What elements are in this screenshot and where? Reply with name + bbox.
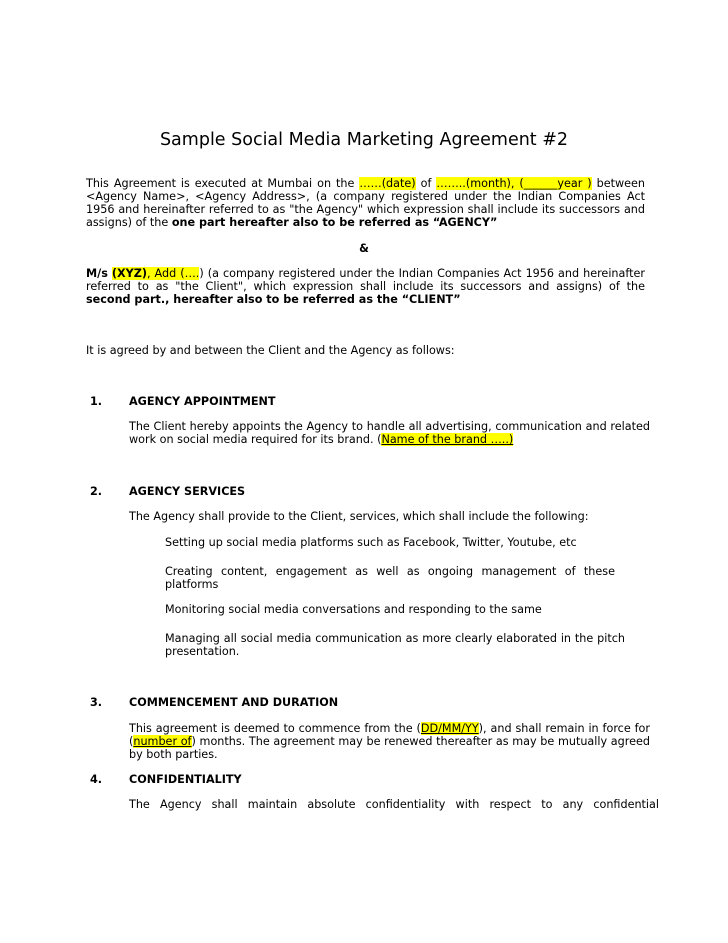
service-item: Managing all social media communication as more clearly elaborated in the pitch presentation. — [165, 632, 625, 658]
intro-text-1: This Agreement is executed at Mumbai on the — [86, 177, 360, 190]
client-party-label: second part., hereafter also to be referred as the “CLIENT” — [86, 293, 461, 306]
ampersand: & — [359, 242, 369, 255]
section-2-body: The Agency shall provide to the Client, services, which shall include the following: — [129, 510, 589, 523]
section-1-text: The Client hereby appoints the Agency to handle all advertising, communication and related work on social media required for its brand. ( — [129, 420, 650, 446]
intro-text-3: between <Agency Name>, <Agency Address>, (a company registered under the Indian Companies Act 1956 and hereinafter referred to as "the Agency" which expression shall include its successors and assigns) of the — [86, 177, 645, 229]
document-title: Sample Social Media Marketing Agreement #2 — [159, 130, 569, 150]
section-3-body — [129, 722, 650, 761]
agreed-line: It is agreed by and between the Client and the Agency as follows: — [86, 344, 455, 357]
section-3-heading: COMMENCEMENT AND DURATION — [129, 696, 339, 709]
address-placeholder: Add (…. — [150, 267, 200, 280]
service-item: Setting up social media platforms such as Facebook, Twitter, Youtube, etc — [165, 536, 577, 549]
section-3-text-3: ) months. The agreement may be renewed thereafter as may be mutually agreed by both parties. — [129, 735, 650, 761]
section-1-number: 1. — [90, 395, 103, 408]
section-3-text-1: This agreement is deemed to commence from the ( — [129, 722, 421, 735]
section-3-number: 3. — [90, 696, 103, 709]
service-item: Monitoring social media conversations and responding to the same — [165, 603, 542, 616]
xyz-placeholder: (XYZ) — [111, 267, 147, 280]
intro-paragraph — [86, 177, 645, 229]
commence-date-placeholder: DD/MM/YY — [420, 722, 479, 735]
months-placeholder: number of — [133, 735, 192, 748]
month-placeholder: ……..(month), ( — [436, 177, 524, 190]
year-placeholder: ______year ) — [523, 177, 592, 190]
section-4-body: The Agency shall maintain absolute confidentiality with respect to any confidential — [129, 798, 659, 811]
agency-party-label: one part hereafter also to be referred as “AGENCY” — [171, 216, 498, 229]
service-item: Creating content, engagement as well as ongoing management of these platforms — [165, 565, 615, 591]
section-1-body — [129, 420, 650, 446]
client-paragraph — [86, 267, 645, 306]
comma: , — [146, 267, 151, 280]
ms-label: M/s — [86, 267, 108, 280]
section-2-number: 2. — [90, 485, 103, 498]
section-4-heading: CONFIDENTIALITY — [129, 773, 242, 786]
brand-placeholder: Name of the brand …..) — [381, 433, 514, 446]
client-text-1: ) (a company registered under the Indian Companies Act 1956 and hereinafter referred to as "the Client", which expression shall include its successors and assigns) of the — [86, 267, 645, 293]
date-placeholder: ……(date) — [359, 177, 416, 190]
intro-text-2: of — [415, 177, 437, 190]
section-3-text-2: ), and shall remain in force for ( — [129, 722, 650, 748]
section-1-heading: AGENCY APPOINTMENT — [129, 395, 276, 408]
section-4-number: 4. — [90, 773, 103, 786]
section-2-heading: AGENCY SERVICES — [129, 485, 246, 498]
